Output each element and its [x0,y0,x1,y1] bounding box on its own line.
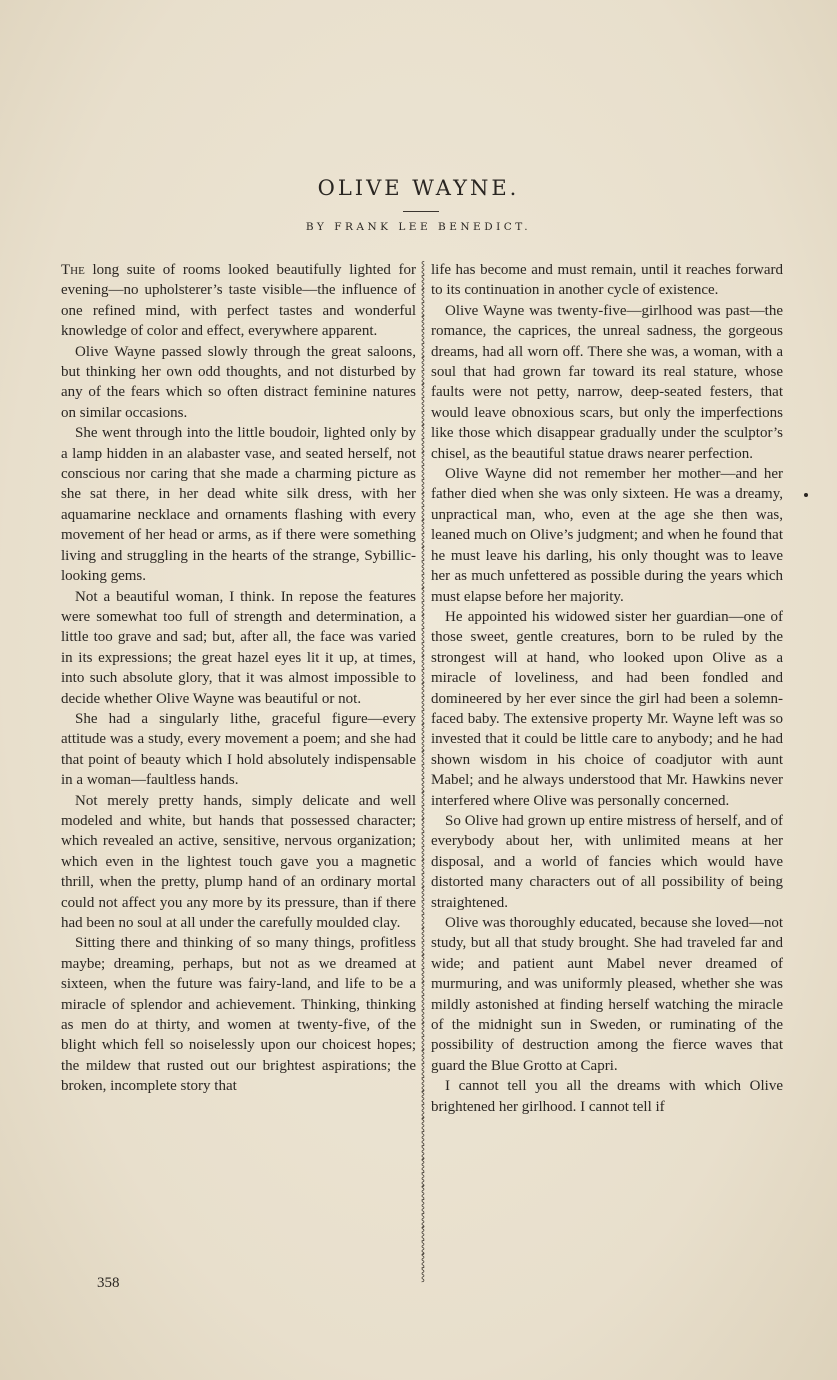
left-column [61,260,416,1097]
paragraph: Olive Wayne passed slowly through the great saloons, but thinking her own odd thoughts, and not disturbed by any of the fears which so often distract feminine natures on similar occasions. [61,343,416,421]
paragraph: So Olive had grown up entire mistress of herself, and of everybody about her, with unlimited means at her disposal, and a world of fancies which would have distorted many characters out of all possibility of being straightened. [431,812,783,911]
right-column [431,260,783,1117]
title-rule [403,211,439,212]
page-number: 358 [97,1275,120,1291]
paragraph: He appointed his widowed sister her guardian—one of those sweet, gentle creatures, born to be ruled by the strongest will at hand, who looked upon Olive as a miracle of loveliness, and had been fondled and domineered by her ever since the girl had been a solemn-faced baby. The extensive property Mr. Wayne left was so invested that it could be little care to anybody; and he had shown wisdom in his choice of coadjutor with aunt Mabel; and he always understood that Mr. Hawkins never interfered where Olive was personally concerned. [431,608,783,809]
paragraph: She had a singularly lithe, graceful figure—every attitude was a study, every movement a poem; and she had that point of beauty which I hold absolutely indispensable in a woman—faultless hands. [61,710,416,789]
column-divider: ⸾ ⸾ ⸾ ⸾ ⸾ ⸾ ⸾ ⸾ ⸾ ⸾ ⸾ ⸾ ⸾ ⸾ ⸾ ⸾ ⸾ ⸾ ⸾ ⸾ ⸾ ⸾ ⸾ ⸾ ⸾ ⸾ ⸾ ⸾ ⸾ ⸾ ⸾ ⸾ ⸾ ⸾ ⸾ ⸾ ⸾ ⸾ ⸾ ⸾ ⸾ ⸾ ⸾ ⸾ ⸾ ⸾ ⸾ ⸾ ⸾ ⸾ ⸾ ⸾ ⸾ ⸾ ⸾ ⸾ ⸾ ⸾ ⸾ ⸾ ⸾ ⸾ ⸾ ⸾ ⸾ ⸾ ⸾ ⸾ ⸾ ⸾ ⸾ ⸾ ⸾ ⸾ ⸾ [420,261,426,1282]
paragraph: Sitting there and thinking of so many things, profitless maybe; dreaming, perhaps, but not as we dreamed at sixteen, when the future was fairy-land, and life to be a miracle of splendor and achievement. Thinking, thinking as men do at thirty, and women at twenty-five, of the blight which fell so noiselessly upon our choicest hopes; the mildew that rusted out our brightest aspirations; the broken, incomplete story that [61,935,416,1095]
paragraph: Olive Wayne did not remember her mother—and her father died when she was only sixteen. He was a dreamy, unpractical man, who, even at the age she then was, leaned much on Olive’s judgment; and when he found that he must leave his darling, his only thought was to leave her as much unfettered as possible during the years which must elapse before her majority. [431,466,783,605]
paragraph: life has become and must remain, until it reaches forward to its continuation in another cycle of existence. [431,262,783,299]
paragraph [61,260,416,342]
ink-speck [804,493,808,497]
byline: BY FRANK LEE BENEDICT. [305,221,532,233]
story-title: OLIVE WAYNE. [317,176,520,200]
paragraph: I cannot tell you all the dreams with which Olive brightened her girlhood. I cannot tell if [431,1078,783,1115]
paragraph: She went through into the little boudoir, lighted only by a lamp hidden in an alabaster vase, and seated herself, not conscious nor caring that she made a charming picture as she sat there, in her dead white silk dress, with her aquamarine necklace and ornaments flashing with every movement of her head or arms, as if there were something living and struggling in the hearts of the strange, Sybillic-looking gems. [61,425,416,585]
drop-word: The [61,262,85,278]
paragraph-text: long suite of rooms looked beautifully lighted for evening—no upholsterer’s taste visible—the influence of one refined mind, with perfect tastes and wonderful knowledge of color and effect, everywhere apparent. [61,262,416,340]
paragraph: Olive Wayne was twenty-five—girlhood was past—the romance, the caprices, the unreal sadness, the gorgeous dreams, had all worn off. There she was, a woman, with a soul that had grown far toward its real stature, whose faults were not petty, narrow, deep-seated festers, that would leave obnoxious scars, but only the imperfections like those which disappear gradually under the sculptor’s chisel, as the beautiful statue draws nearer perfection. [431,302,783,462]
paragraph: Not a beautiful woman, I think. In repose the features were somewhat too full of strength and determination, a little too grave and sad; but, after all, the face was varied in its expressions; the great hazel eyes lit it up, at times, into such absolute glory, that it was almost impossible to decide whether Olive Wayne was beautiful or not. [61,588,416,707]
paragraph: Olive was thoroughly educated, because she loved—not study, but all that study brought. She had traveled far and wide; and patient aunt Mabel never dreamed of murmuring, and was uniformly pleased, whether she was mildly astonished at finding herself watching the miracle of the midnight sun in Sweden, or ruminating of the possibility of destruction among the fierce waves that guard the Blue Grotto at Capri. [431,915,783,1074]
paragraph: Not merely pretty hands, simply delicate and well modeled and white, but hands that possessed character; which revealed an active, sensitive, nervous organization; which even in the lightest touch gave you a magnetic thrill, when the pretty, plump hand of an ordinary mortal could not affect you any more by its pressure, than if there had been no soul at all under the carefully moulded clay. [61,792,416,931]
